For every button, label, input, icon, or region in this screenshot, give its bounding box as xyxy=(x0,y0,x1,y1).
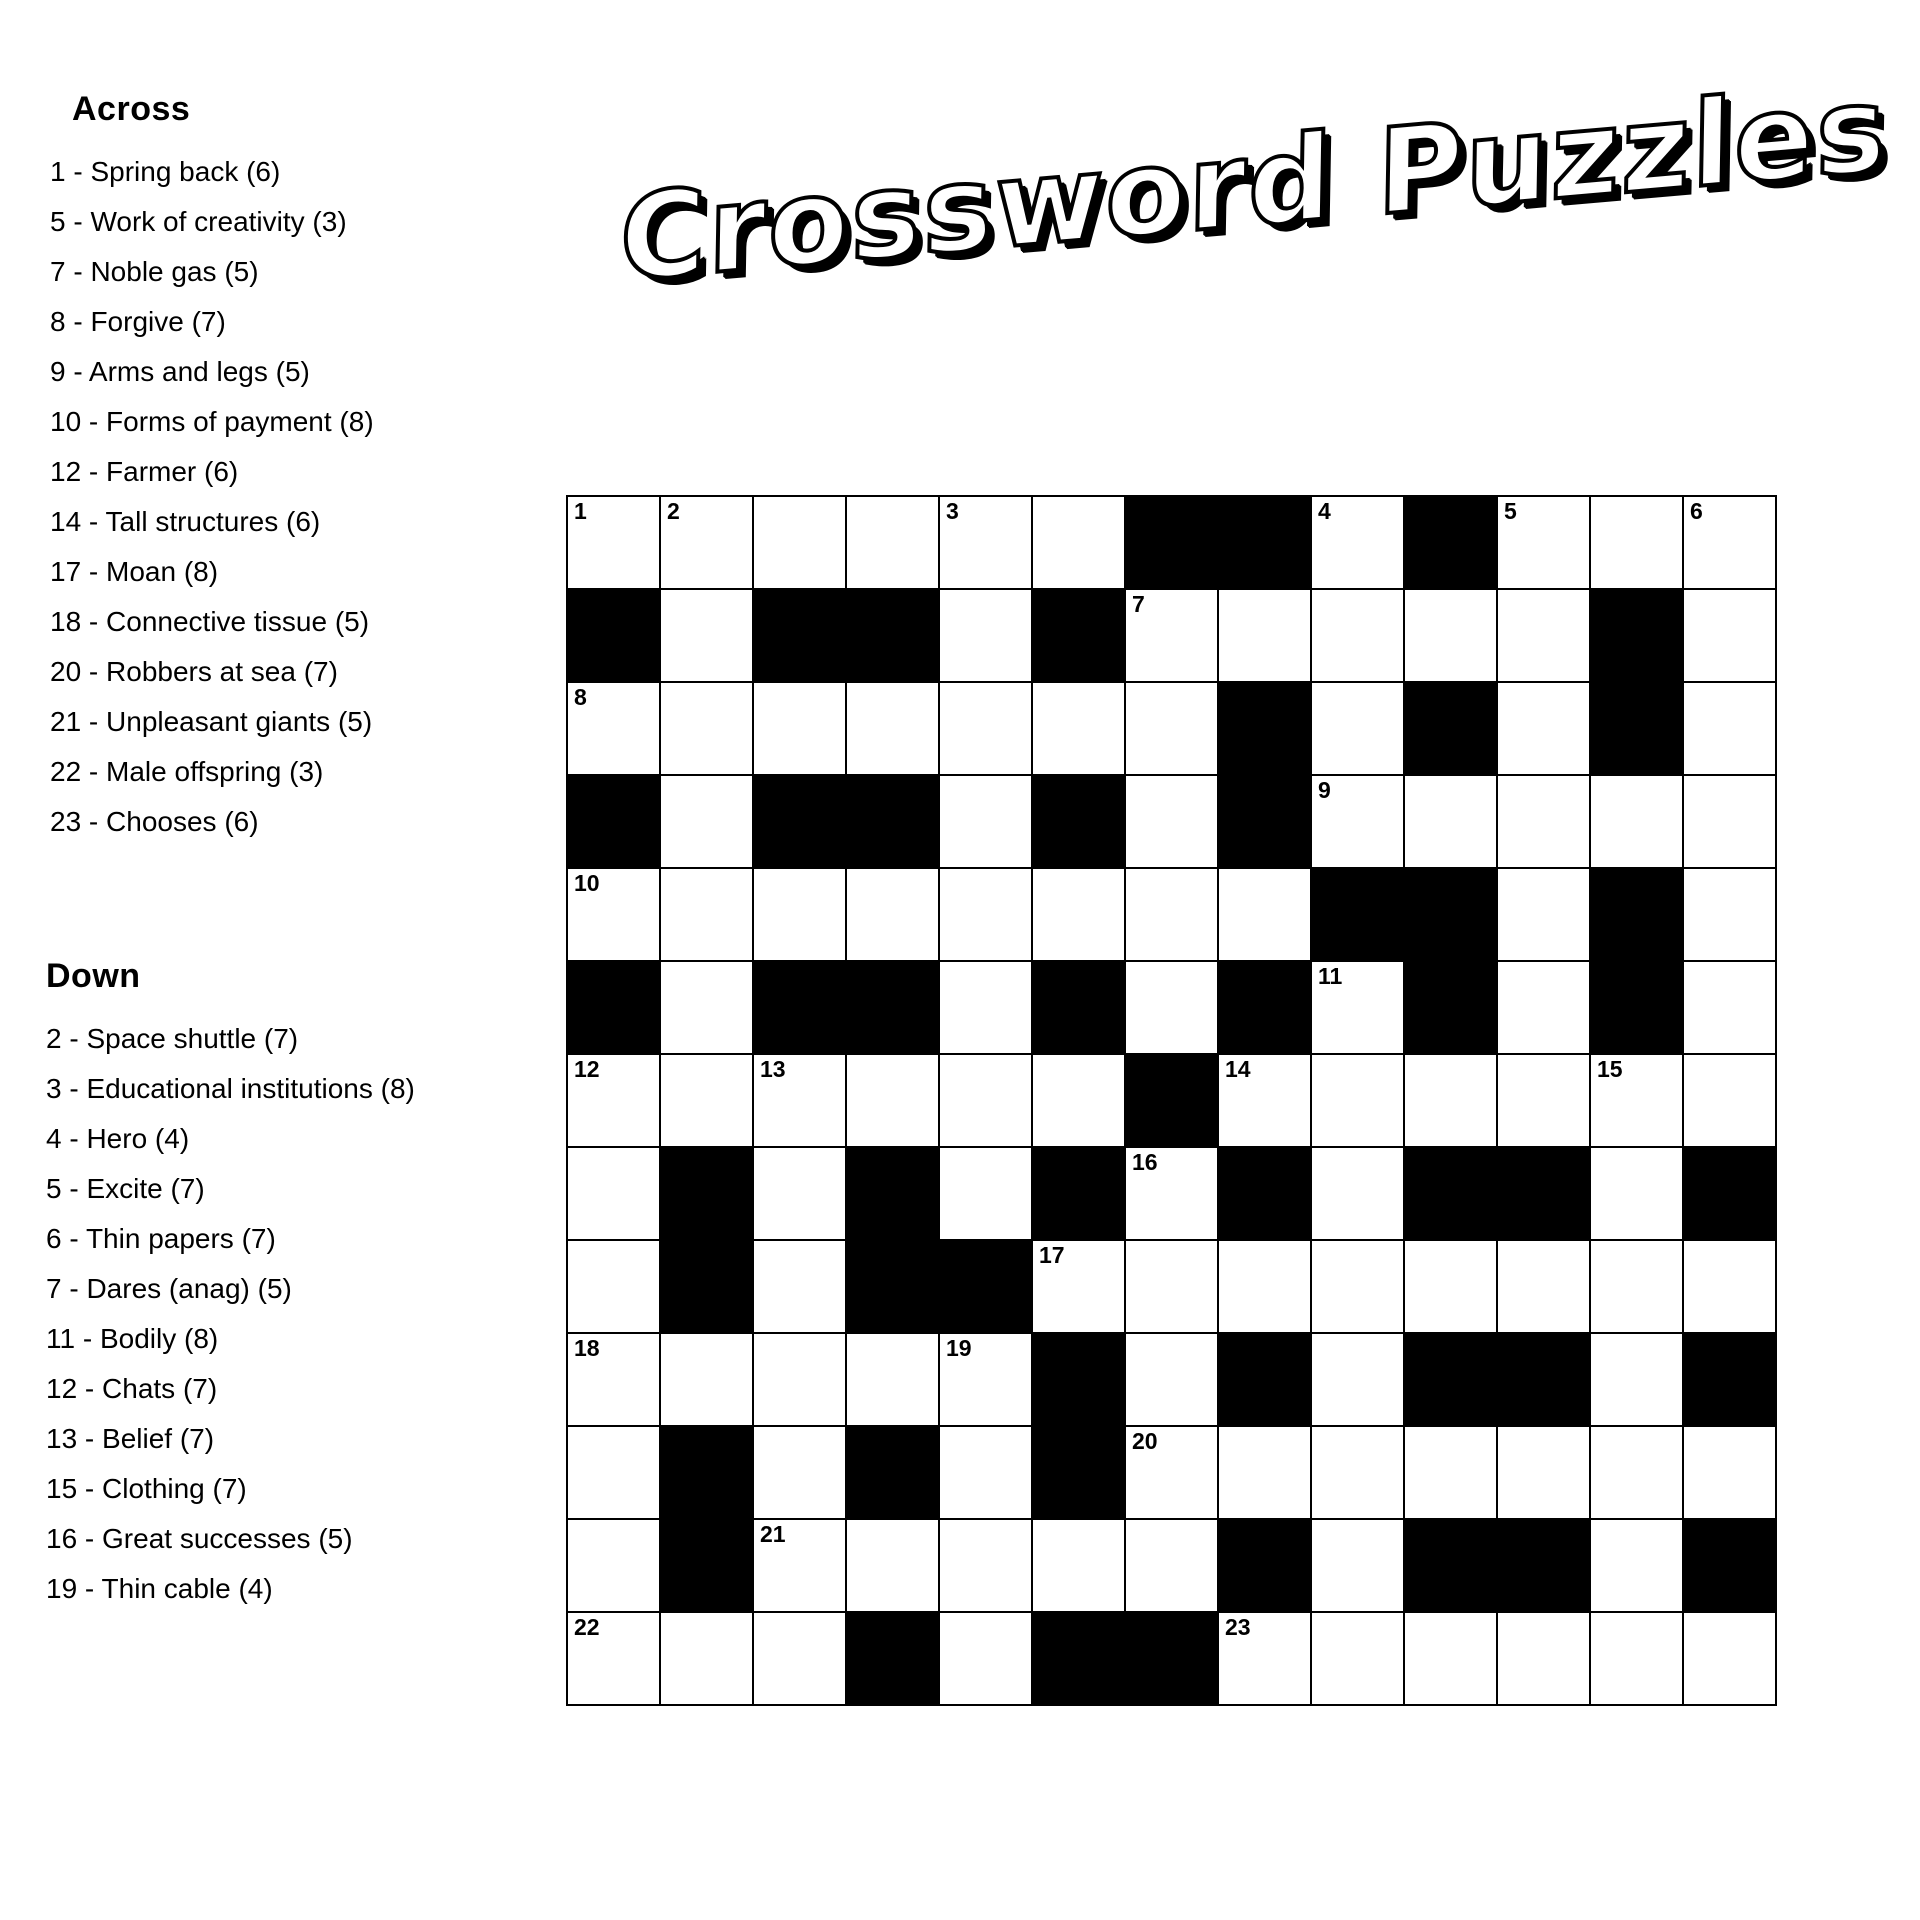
grid-row xyxy=(567,496,1776,589)
grid-letter-cell[interactable] xyxy=(1404,1054,1497,1147)
grid-block-cell xyxy=(1218,775,1311,868)
grid-letter-cell[interactable] xyxy=(1590,1426,1683,1519)
across-clue-list xyxy=(40,147,560,847)
grid-letter-cell[interactable] xyxy=(1683,496,1776,589)
grid-letter-cell[interactable] xyxy=(1683,1054,1776,1147)
grid-letter-cell[interactable] xyxy=(1404,1426,1497,1519)
grid-cell-number: 17 xyxy=(1039,1242,1065,1268)
grid-letter-cell[interactable] xyxy=(1032,1054,1125,1147)
grid-block-cell xyxy=(1497,1519,1590,1612)
grid-letter-cell[interactable] xyxy=(567,1612,660,1705)
grid-row xyxy=(567,775,1776,868)
across-clue-item[interactable]: 21 - Unpleasant giants (5) xyxy=(50,706,373,737)
grid-letter-cell[interactable] xyxy=(567,1054,660,1147)
grid-letter-cell[interactable] xyxy=(567,1240,660,1333)
grid-row xyxy=(567,1240,1776,1333)
grid-letter-cell[interactable] xyxy=(939,1054,1032,1147)
grid-cell-number: 2 xyxy=(667,498,680,524)
grid-letter-cell[interactable] xyxy=(1311,1240,1404,1333)
grid-letter-cell[interactable] xyxy=(1683,1426,1776,1519)
grid-block-cell xyxy=(1404,1147,1497,1240)
down-clue-item[interactable]: 12 - Chats (7) xyxy=(46,1373,218,1404)
grid-cell-number: 10 xyxy=(574,870,600,896)
grid-letter-cell[interactable] xyxy=(1311,1333,1404,1426)
grid-letter-cell[interactable] xyxy=(1125,1333,1218,1426)
grid-letter-cell[interactable] xyxy=(1404,775,1497,868)
grid-letter-cell[interactable] xyxy=(1683,1612,1776,1705)
grid-letter-cell[interactable] xyxy=(1125,1147,1218,1240)
grid-letter-cell[interactable] xyxy=(1218,589,1311,682)
grid-block-cell xyxy=(567,961,660,1054)
grid-letter-cell[interactable] xyxy=(753,1054,846,1147)
grid-cell-number: 15 xyxy=(1597,1056,1623,1082)
grid-block-cell xyxy=(1125,1054,1218,1147)
grid-block-cell xyxy=(846,589,939,682)
grid-letter-cell[interactable] xyxy=(1311,1519,1404,1612)
grid-letter-cell[interactable] xyxy=(1590,1240,1683,1333)
grid-cell-number: 23 xyxy=(1225,1614,1251,1640)
grid-letter-cell[interactable] xyxy=(846,496,939,589)
across-clue-item[interactable]: 1 - Spring back (6) xyxy=(50,156,281,187)
grid-letter-cell[interactable] xyxy=(567,868,660,961)
grid-letter-cell[interactable] xyxy=(1311,1426,1404,1519)
grid-row xyxy=(567,1054,1776,1147)
grid-letter-cell[interactable] xyxy=(1590,775,1683,868)
across-clue-item[interactable]: 5 - Work of creativity (3) xyxy=(50,206,347,237)
grid-letter-cell[interactable] xyxy=(1311,1147,1404,1240)
across-clue-item[interactable]: 18 - Connective tissue (5) xyxy=(50,606,370,637)
grid-letter-cell[interactable] xyxy=(1683,1240,1776,1333)
grid-block-cell xyxy=(1683,1147,1776,1240)
grid-letter-cell[interactable] xyxy=(939,961,1032,1054)
grid-letter-cell[interactable] xyxy=(846,868,939,961)
grid-letter-cell[interactable] xyxy=(1032,496,1125,589)
grid-cell-number: 3 xyxy=(946,498,959,524)
grid-block-cell xyxy=(567,775,660,868)
grid-block-cell xyxy=(1218,1147,1311,1240)
grid-block-cell xyxy=(1032,1333,1125,1426)
grid-letter-cell[interactable] xyxy=(1590,496,1683,589)
grid-letter-cell[interactable] xyxy=(660,589,753,682)
grid-row xyxy=(567,1147,1776,1240)
grid-block-cell xyxy=(660,1147,753,1240)
grid-letter-cell[interactable] xyxy=(567,1333,660,1426)
grid-block-cell xyxy=(1404,496,1497,589)
grid-letter-cell[interactable] xyxy=(660,1054,753,1147)
grid-cell-number: 9 xyxy=(1318,777,1331,803)
grid-row xyxy=(567,1426,1776,1519)
grid-row xyxy=(567,682,1776,775)
grid-letter-cell[interactable] xyxy=(939,682,1032,775)
grid-block-cell xyxy=(1125,1612,1218,1705)
grid-cell-number: 1 xyxy=(574,498,587,524)
grid-block-cell xyxy=(846,1240,939,1333)
grid-cell-number: 6 xyxy=(1690,498,1703,524)
across-clue-item[interactable]: 9 - Arms and legs (5) xyxy=(50,356,310,387)
grid-letter-cell[interactable] xyxy=(1125,775,1218,868)
grid-block-cell xyxy=(1404,1333,1497,1426)
crossword-grid[interactable] xyxy=(566,495,1777,1706)
across-clue-item[interactable]: 7 - Noble gas (5) xyxy=(50,256,259,287)
grid-block-cell xyxy=(1032,775,1125,868)
grid-cell-number: 22 xyxy=(574,1614,600,1640)
grid-letter-cell[interactable] xyxy=(1125,1426,1218,1519)
grid-block-cell xyxy=(846,775,939,868)
grid-letter-cell[interactable] xyxy=(1032,1240,1125,1333)
down-clue-list xyxy=(40,1014,560,1614)
grid-block-cell xyxy=(567,589,660,682)
grid-letter-cell[interactable] xyxy=(1683,589,1776,682)
grid-letter-cell[interactable] xyxy=(1032,1519,1125,1612)
grid-block-cell xyxy=(660,1519,753,1612)
down-clue-item[interactable]: 16 - Great successes (5) xyxy=(46,1523,353,1554)
grid-row xyxy=(567,1519,1776,1612)
grid-letter-cell[interactable] xyxy=(753,1519,846,1612)
grid-letter-cell[interactable] xyxy=(567,1147,660,1240)
crossword-grid-wrap xyxy=(566,495,1777,1706)
grid-letter-cell[interactable] xyxy=(567,1426,660,1519)
down-clue-item[interactable]: 15 - Clothing (7) xyxy=(46,1473,247,1504)
grid-letter-cell[interactable] xyxy=(1683,775,1776,868)
grid-letter-cell[interactable] xyxy=(939,1333,1032,1426)
grid-letter-cell[interactable] xyxy=(753,682,846,775)
grid-cell-number: 18 xyxy=(574,1335,600,1361)
grid-letter-cell[interactable] xyxy=(1125,589,1218,682)
grid-letter-cell[interactable] xyxy=(1683,961,1776,1054)
grid-letter-cell[interactable] xyxy=(1311,1612,1404,1705)
grid-letter-cell[interactable] xyxy=(1125,1519,1218,1612)
grid-cell-number: 16 xyxy=(1132,1149,1158,1175)
grid-letter-cell[interactable] xyxy=(567,496,660,589)
grid-letter-cell[interactable] xyxy=(1590,1612,1683,1705)
grid-letter-cell[interactable] xyxy=(939,1519,1032,1612)
grid-block-cell xyxy=(1497,1333,1590,1426)
grid-letter-cell[interactable] xyxy=(1497,961,1590,1054)
grid-letter-cell[interactable] xyxy=(1311,682,1404,775)
down-clue-item[interactable]: 2 - Space shuttle (7) xyxy=(46,1023,299,1054)
grid-block-cell xyxy=(1590,682,1683,775)
grid-block-cell xyxy=(1032,961,1125,1054)
grid-letter-cell[interactable] xyxy=(846,1333,939,1426)
grid-letter-cell[interactable] xyxy=(567,682,660,775)
clues-panel xyxy=(40,90,560,1614)
grid-block-cell xyxy=(1404,961,1497,1054)
grid-block-cell xyxy=(1032,1426,1125,1519)
across-clue-item[interactable]: 17 - Moan (8) xyxy=(50,556,219,587)
grid-letter-cell[interactable] xyxy=(1218,1054,1311,1147)
title-area xyxy=(600,58,1890,370)
grid-letter-cell[interactable] xyxy=(1404,1612,1497,1705)
grid-letter-cell[interactable] xyxy=(567,1519,660,1612)
grid-letter-cell[interactable] xyxy=(1497,775,1590,868)
grid-block-cell xyxy=(846,1426,939,1519)
grid-block-cell xyxy=(1404,868,1497,961)
grid-block-cell xyxy=(1590,589,1683,682)
grid-letter-cell[interactable] xyxy=(1218,868,1311,961)
grid-letter-cell[interactable] xyxy=(1218,1426,1311,1519)
grid-block-cell xyxy=(660,1240,753,1333)
grid-cell-number: 11 xyxy=(1318,963,1343,989)
grid-cell-number: 12 xyxy=(574,1056,600,1082)
grid-letter-cell[interactable] xyxy=(1311,775,1404,868)
grid-block-cell xyxy=(660,1426,753,1519)
grid-letter-cell[interactable] xyxy=(753,1333,846,1426)
grid-letter-cell[interactable] xyxy=(660,682,753,775)
grid-cell-number: 13 xyxy=(760,1056,786,1082)
down-clue-item[interactable]: 11 - Bodily (8) xyxy=(46,1323,219,1354)
grid-letter-cell[interactable] xyxy=(846,1054,939,1147)
across-clue-item[interactable]: 12 - Farmer (6) xyxy=(50,456,239,487)
grid-block-cell xyxy=(1404,1519,1497,1612)
across-clue-item[interactable]: 10 - Forms of payment (8) xyxy=(50,406,374,437)
grid-letter-cell[interactable] xyxy=(939,1147,1032,1240)
grid-letter-cell[interactable] xyxy=(1497,496,1590,589)
grid-row xyxy=(567,1333,1776,1426)
down-clue-item[interactable]: 6 - Thin papers (7) xyxy=(46,1223,276,1254)
grid-letter-cell[interactable] xyxy=(1032,682,1125,775)
grid-letter-cell[interactable] xyxy=(1497,682,1590,775)
grid-block-cell xyxy=(846,1147,939,1240)
across-clue-item[interactable]: 14 - Tall structures (6) xyxy=(50,506,321,537)
grid-letter-cell[interactable] xyxy=(1404,589,1497,682)
grid-letter-cell[interactable] xyxy=(1125,961,1218,1054)
grid-block-cell xyxy=(1032,1612,1125,1705)
grid-letter-cell[interactable] xyxy=(1590,1054,1683,1147)
down-clue-item[interactable]: 5 - Excite (7) xyxy=(46,1173,205,1204)
grid-letter-cell[interactable] xyxy=(939,589,1032,682)
grid-block-cell xyxy=(1404,682,1497,775)
grid-letter-cell[interactable] xyxy=(846,682,939,775)
down-clue-item[interactable]: 13 - Belief (7) xyxy=(46,1423,215,1454)
grid-cell-number: 8 xyxy=(574,684,587,710)
grid-letter-cell[interactable] xyxy=(1218,1240,1311,1333)
grid-block-cell xyxy=(753,775,846,868)
grid-letter-cell[interactable] xyxy=(1497,1054,1590,1147)
grid-block-cell xyxy=(1218,1519,1311,1612)
grid-cell-number: 5 xyxy=(1504,498,1517,524)
grid-row xyxy=(567,961,1776,1054)
grid-block-cell xyxy=(1683,1333,1776,1426)
grid-letter-cell[interactable] xyxy=(1497,589,1590,682)
grid-letter-cell[interactable] xyxy=(1404,1240,1497,1333)
grid-letter-cell[interactable] xyxy=(660,496,753,589)
grid-letter-cell[interactable] xyxy=(660,1333,753,1426)
grid-letter-cell[interactable] xyxy=(939,496,1032,589)
grid-block-cell xyxy=(753,961,846,1054)
grid-letter-cell[interactable] xyxy=(1311,589,1404,682)
grid-letter-cell[interactable] xyxy=(1311,496,1404,589)
grid-letter-cell[interactable] xyxy=(1683,682,1776,775)
grid-letter-cell[interactable] xyxy=(753,1240,846,1333)
grid-row xyxy=(567,868,1776,961)
grid-letter-cell[interactable] xyxy=(1497,1240,1590,1333)
grid-cell-number: 20 xyxy=(1132,1428,1158,1454)
grid-block-cell xyxy=(846,1612,939,1705)
grid-cell-number: 21 xyxy=(760,1521,786,1547)
grid-letter-cell[interactable] xyxy=(753,496,846,589)
grid-letter-cell[interactable] xyxy=(1590,1519,1683,1612)
grid-block-cell xyxy=(1032,1147,1125,1240)
grid-letter-cell[interactable] xyxy=(1125,868,1218,961)
grid-cell-number: 7 xyxy=(1132,591,1145,617)
grid-block-cell xyxy=(939,1240,1032,1333)
grid-block-cell xyxy=(1218,496,1311,589)
grid-letter-cell[interactable] xyxy=(1032,868,1125,961)
page-title: Crossword Puzzles xyxy=(618,58,1890,309)
across-clue-item[interactable]: 23 - Chooses (6) xyxy=(50,806,259,837)
down-clue-item[interactable]: 7 - Dares (anag) (5) xyxy=(46,1273,292,1304)
grid-block-cell xyxy=(1218,961,1311,1054)
grid-letter-cell[interactable] xyxy=(660,961,753,1054)
grid-letter-cell[interactable] xyxy=(753,1147,846,1240)
grid-letter-cell[interactable] xyxy=(753,868,846,961)
grid-cell-number: 19 xyxy=(946,1335,972,1361)
grid-block-cell xyxy=(1683,1519,1776,1612)
grid-cell-number: 4 xyxy=(1318,498,1331,524)
grid-row xyxy=(567,589,1776,682)
across-heading: Across xyxy=(72,90,191,128)
grid-letter-cell[interactable] xyxy=(753,1612,846,1705)
grid-letter-cell[interactable] xyxy=(846,1519,939,1612)
grid-letter-cell[interactable] xyxy=(1311,1054,1404,1147)
grid-letter-cell[interactable] xyxy=(1497,868,1590,961)
grid-letter-cell[interactable] xyxy=(1497,1612,1590,1705)
down-clue-item[interactable]: 4 - Hero (4) xyxy=(46,1123,190,1154)
grid-letter-cell[interactable] xyxy=(1311,961,1404,1054)
grid-block-cell xyxy=(1032,589,1125,682)
grid-block-cell xyxy=(753,589,846,682)
across-clue-item[interactable]: 20 - Robbers at sea (7) xyxy=(50,656,338,687)
grid-letter-cell[interactable] xyxy=(939,775,1032,868)
down-heading: Down xyxy=(46,957,141,995)
grid-letter-cell[interactable] xyxy=(939,1426,1032,1519)
grid-letter-cell[interactable] xyxy=(660,868,753,961)
grid-letter-cell[interactable] xyxy=(660,1612,753,1705)
grid-block-cell xyxy=(1218,1333,1311,1426)
grid-letter-cell[interactable] xyxy=(1590,1147,1683,1240)
grid-letter-cell[interactable] xyxy=(939,868,1032,961)
grid-letter-cell[interactable] xyxy=(1125,1240,1218,1333)
grid-letter-cell[interactable] xyxy=(660,775,753,868)
grid-block-cell xyxy=(1497,1147,1590,1240)
grid-block-cell xyxy=(1311,868,1404,961)
across-clue-item[interactable]: 22 - Male offspring (3) xyxy=(50,756,324,787)
grid-block-cell xyxy=(1125,496,1218,589)
grid-letter-cell[interactable] xyxy=(1590,1333,1683,1426)
grid-letter-cell[interactable] xyxy=(753,1426,846,1519)
across-clue-item[interactable]: 8 - Forgive (7) xyxy=(50,306,226,337)
down-clue-item[interactable]: 3 - Educational institutions (8) xyxy=(46,1073,415,1104)
grid-letter-cell[interactable] xyxy=(939,1612,1032,1705)
grid-block-cell xyxy=(1218,682,1311,775)
grid-block-cell xyxy=(1590,868,1683,961)
down-clue-item[interactable]: 19 - Thin cable (4) xyxy=(46,1573,273,1604)
grid-letter-cell[interactable] xyxy=(1683,868,1776,961)
grid-letter-cell[interactable] xyxy=(1125,682,1218,775)
grid-letter-cell[interactable] xyxy=(1497,1426,1590,1519)
grid-row xyxy=(567,1612,1776,1705)
grid-letter-cell[interactable] xyxy=(1218,1612,1311,1705)
grid-cell-number: 14 xyxy=(1225,1056,1251,1082)
grid-block-cell xyxy=(846,961,939,1054)
grid-block-cell xyxy=(1590,961,1683,1054)
